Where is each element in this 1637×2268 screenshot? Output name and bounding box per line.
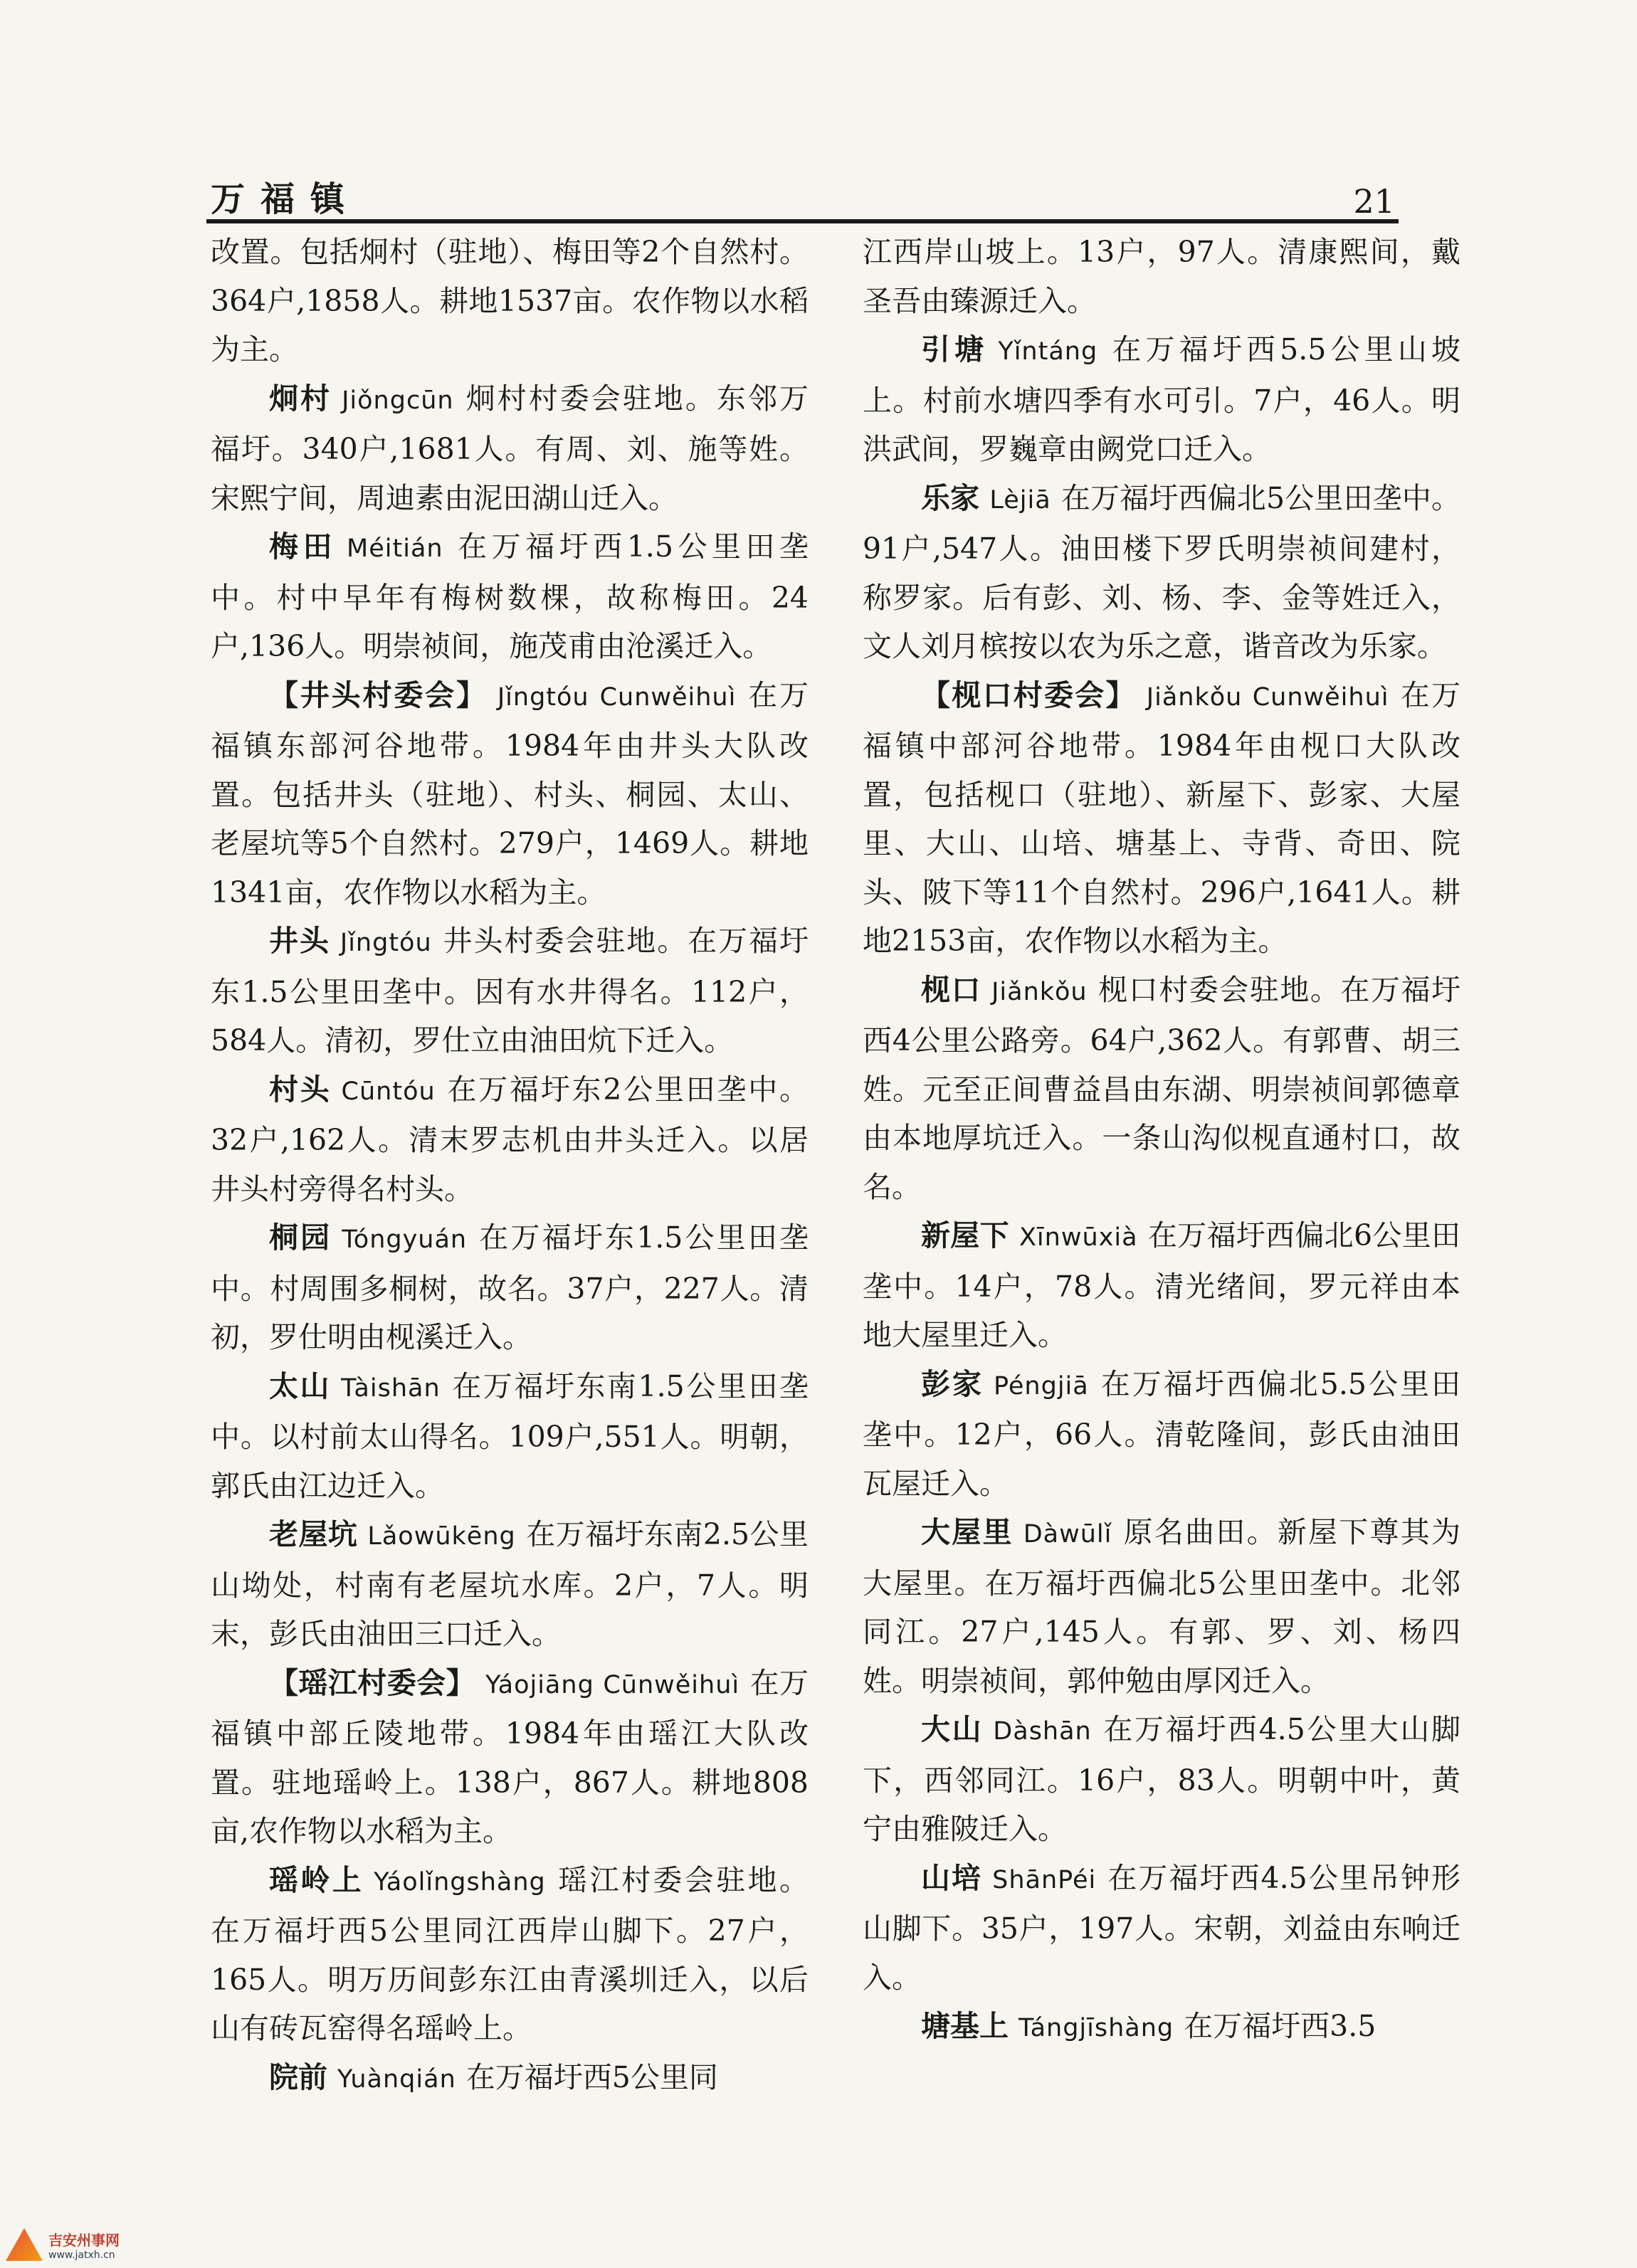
gazetteer-entry <box>863 1211 1460 1360</box>
entry-name: 彭家 <box>921 1366 984 1401</box>
entry-pinyin: Yáolǐngshàng <box>374 1867 546 1897</box>
gazetteer-entry <box>863 325 1460 474</box>
entry-pinyin: Jǐngtóu <box>339 929 432 957</box>
gazetteer-entry <box>863 2002 1460 2053</box>
entry-pinyin: Méitián <box>347 534 443 563</box>
entry-text: 枧口村委会驻地。在万福圩西4公里公路旁。64户,362人。有郭曹、胡三姓。元至正间曹益昌由东湖、明崇祯间郭德章由本地厚坑迁入。一条山沟似枧直通村口，故名。 <box>863 972 1461 1204</box>
entry-pinyin: Yáojiāng Cūnwěihuì <box>485 1670 740 1699</box>
entry-pinyin: Yuànqián <box>337 2064 456 2094</box>
entry-text: 在万福圩东1.5公里田垄中。村周围多桐树，故名。37户，227人。清初，罗仕明由枧溪迁入。 <box>211 1220 809 1354</box>
entry-name: 【井头村委会】 <box>269 677 488 712</box>
entry-pinyin: Tángjīshàng <box>1018 2014 1174 2042</box>
watermark <box>6 2228 120 2261</box>
entry-text: 在万福圩西5.5公里山坡上。村前水塘四季有水可引。7户，46人。明洪武间，罗巍章由阙党口迁入。 <box>863 332 1461 466</box>
entry-text: 在万福圩东南1.5公里田垄中。以村前太山得名。109户,551人。明朝，郭氏由江边迁入。 <box>211 1368 809 1503</box>
header-rule <box>206 219 1399 223</box>
page-number: 21 <box>1353 182 1395 221</box>
entry-name: 村头 <box>269 1072 332 1107</box>
entry-name: 引塘 <box>921 332 989 366</box>
gazetteer-entry <box>211 1510 809 1659</box>
entry-text: 在万福圩西偏北5.5公里田垄中。12户，66人。清乾隆间，彭氏由油田瓦屋迁入。 <box>863 1366 1461 1501</box>
entry-name: 太山 <box>269 1368 332 1403</box>
entry-text: 在万福镇东部河谷地带。1984年由井头大队改置。包括井头（驻地）、村头、桐园、太山、老屋坑等5个自然村。279户，1469人。耕地1341亩，农作物以水稻为主。 <box>211 677 809 909</box>
page-header <box>211 171 1395 221</box>
entry-name: 桐园 <box>269 1220 332 1255</box>
gazetteer-entry <box>863 1705 1460 1854</box>
watermark-logo-icon <box>6 2228 43 2261</box>
gazetteer-entry <box>211 1659 809 1856</box>
entry-text: 在万福圩西3.5 <box>1184 2009 1377 2043</box>
gazetteer-entry <box>211 917 809 1065</box>
entry-pinyin: Jiǎnkǒu <box>991 977 1088 1006</box>
gazetteer-entry <box>863 671 1460 966</box>
entry-text: 在万福镇中部河谷地带。1984年由枧口大队改置，包括枧口（驻地）、新屋下、彭家、大屋里、大山、山培、塘基上、寺背、奇田、院头、陂下等11个自然村。296户,1641人。耕地2153亩，农作物以水稻为主。 <box>863 677 1461 958</box>
gazetteer-entry <box>211 522 809 671</box>
entry-text: 在万福圩东南2.5公里山坳处，村南有老屋坑水库。2户，7人。明末，彭氏由油田三口迁入。 <box>211 1517 809 1651</box>
entry-name: 院前 <box>269 2059 327 2094</box>
entry-name: 乐家 <box>921 480 980 515</box>
gazetteer-entry <box>863 966 1460 1212</box>
entry-pinyin: Jiǎnkǒu Cunwěihuì <box>1146 682 1389 712</box>
entry-name: 【瑶江村委会】 <box>269 1665 476 1700</box>
entry-pinyin: Yǐntáng <box>998 337 1098 366</box>
entry-name: 梅田 <box>269 529 337 564</box>
entry-pinyin: Cūntóu <box>341 1077 436 1106</box>
gazetteer-entry <box>211 374 809 523</box>
gazetteer-entry <box>863 474 1460 671</box>
page-title: 万福镇 <box>211 179 361 219</box>
entry-text: 在万福圩西1.5公里田垄中。村中早年有梅树数棵，故称梅田。24户,136人。明崇祯间，施茂甫由沧溪迁入。 <box>211 529 809 663</box>
entry-name: 大山 <box>921 1712 984 1746</box>
entry-pinyin: Dàshān <box>993 1717 1092 1746</box>
gazetteer-entry <box>211 1362 809 1511</box>
gazetteer-entry <box>211 2053 809 2104</box>
entry-text: 在万福圩西偏北5公里田垄中。91户,547人。油田楼下罗氏明崇祯间建村，称罗家。后有彭、刘、杨、李、金等姓迁入，文人刘月槟按以农为乐之意，谐音改为乐家。 <box>863 480 1460 663</box>
gazetteer-entry <box>211 1213 809 1362</box>
entry-text: 在万福圩西5公里同 <box>465 2059 718 2094</box>
gazetteer-entry <box>863 1854 1460 2003</box>
entry-name: 山培 <box>921 1860 983 1895</box>
gazetteer-entry <box>211 1065 809 1214</box>
entry-pinyin: Tàishān <box>341 1373 441 1403</box>
entry-pinyin: Jiǒngcūn <box>342 386 454 415</box>
gazetteer-entry <box>863 1508 1460 1705</box>
entry-name: 老屋坑 <box>269 1517 358 1551</box>
gazetteer-entry <box>863 1360 1460 1509</box>
entry-pinyin: Lèjiā <box>989 485 1051 515</box>
entry-pinyin: Xīnwūxià <box>1018 1223 1138 1252</box>
right-column <box>863 228 1460 2053</box>
entry-pinyin: Lǎowūkēng <box>367 1522 516 1551</box>
continued-paragraph <box>863 228 1460 325</box>
entry-pinyin: ShānPéi <box>992 1865 1097 1894</box>
entry-name: 枧口 <box>921 972 982 1007</box>
entry-pinyin: Péngjiā <box>994 1371 1089 1401</box>
entry-text: 在万福圩东2公里田垄中。32户,162人。清末罗志机由井头迁入。以居井头村旁得名村头。 <box>211 1072 809 1206</box>
left-column <box>211 228 809 2104</box>
entry-name: 塘基上 <box>921 2009 1009 2043</box>
entry-text: 在万福圩西4.5公里吊钟形山脚下。35户，197人。宋朝，刘益由东响迁入。 <box>863 1860 1461 1995</box>
gazetteer-entry <box>211 671 809 917</box>
entry-text: 改置。包括炯村（驻地）、梅田等2个自然村。364户,1858人。耕地1537亩。农作物以水稻为主。 <box>211 235 809 366</box>
entry-name: 井头 <box>269 924 330 958</box>
watermark-text: 吉安州事网 <box>48 2231 120 2249</box>
entry-pinyin: Dàwūlǐ <box>1023 1520 1112 1549</box>
entry-text: 在万福圩西4.5公里大山脚下，西邻同江。16户，83人。明朝中叶，黄宁由雅陂迁入。 <box>863 1712 1461 1846</box>
entry-name: 炯村 <box>269 381 332 416</box>
entry-text: 在万福镇中部丘陵地带。1984年由瑶江大队改置。驻地瑶岭上。138户，867人。耕地808亩,农作物以水稻为主。 <box>211 1665 809 1848</box>
entry-pinyin: Jǐngtóu Cunwěihuì <box>497 682 737 712</box>
entry-name: 新屋下 <box>921 1218 1009 1252</box>
watermark-url: www.jatxh.cn <box>48 2249 115 2261</box>
continued-paragraph <box>211 228 809 374</box>
entry-pinyin: Tóngyuán <box>342 1225 468 1254</box>
gazetteer-entry <box>211 1856 809 2053</box>
entry-name: 瑶岭上 <box>269 1862 364 1897</box>
entry-name: 大屋里 <box>921 1515 1014 1549</box>
entry-text: 江西岸山坡上。13户，97人。清康熙间，戴圣吾由臻源迁入。 <box>863 235 1460 318</box>
entry-text: 在万福圩西偏北6公里田垄中。14户，78人。清光绪间，罗元祥由本地大屋里迁入。 <box>863 1218 1461 1352</box>
entry-name: 【枧口村委会】 <box>921 677 1137 712</box>
entry-text: 井头村委会驻地。在万福圩东1.5公里田垄中。因有水井得名。112户，584人。清初，罗仕立由油田炕下迁入。 <box>211 924 809 1057</box>
entry-text: 瑶江村委会驻地。在万福圩西5公里同江西岸山脚下。27户，165人。明万历间彭东江由青溪圳迁入，以后山有砖瓦窑得名瑶岭上。 <box>211 1862 809 2045</box>
entry-text: 炯村村委会驻地。东邻万福圩。340户,1681人。有周、刘、施等姓。宋熙宁间，周迪素由泥田湖山迁入。 <box>211 381 809 515</box>
entry-text: 原名曲田。新屋下尊其为大屋里。在万福圩西偏北5公里田垄中。北邻同江。27户,145人。有郭、罗、刘、杨四姓。明崇祯间，郭仲勉由厚冈迁入。 <box>863 1515 1461 1698</box>
